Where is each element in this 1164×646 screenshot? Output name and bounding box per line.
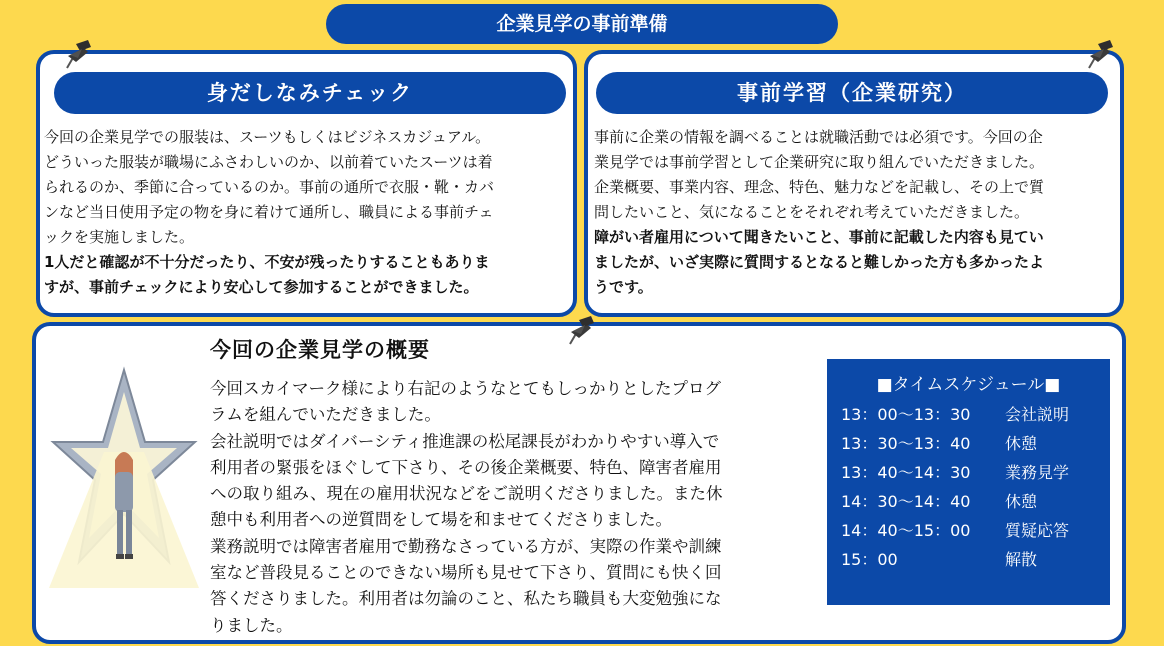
schedule-title: ■タイムスケジュール■ [876,375,1061,395]
bold-text-line: 1人だと確認が不十分だったり、不安が残ったりすることもありま [44,253,490,271]
time-schedule-box [827,359,1110,605]
schedule-item: 休憩 [1005,434,1038,453]
schedule-row [841,459,1069,487]
schedule-row [841,488,1037,516]
pushpin-icon [561,314,595,350]
text-line: りました。 [210,615,293,635]
pre-study-panel [584,50,1124,317]
bold-text-line: すが、事前チェックにより安心して参加することができました。 [44,278,479,296]
bold-text-line: うです。 [594,278,653,296]
main-title: 企業見学の事前準備 [326,4,838,44]
grooming-check-text [44,125,573,300]
overview-title: 今回の企業見学の概要 [210,338,430,362]
schedule-item: 解散 [1005,550,1038,569]
text-line: 今回の企業見学での服装は、スーツもしくはビジネスカジュアル。 [44,128,491,146]
schedule-item: 業務見学 [1005,463,1070,482]
schedule-time: 13：30〜13：40 [841,434,971,453]
text-line: 事前に企業の情報を調べることは就職活動では必須です。今回の企 [594,128,1043,146]
bold-text-line: 障がい者雇用について聞きたいこと、事前に記載した内容も見てい [594,228,1044,246]
schedule-item: 会社説明 [1005,405,1070,424]
text-line: ックを実施しました。 [44,228,195,246]
text-line: 憩中も利用者への逆質問をして場を和ませてくださりました。 [210,510,672,530]
text-line: 会社説明ではダイバーシティ推進課の松尾課長がわかりやすい導入で [210,431,720,451]
pre-study-title: 事前学習（企業研究） [596,72,1108,114]
text-line: 業見学では事前学習として企業研究に取り組んでいただきました。 [594,153,1045,171]
pushpin-icon [1080,38,1114,74]
overview-text [210,376,830,639]
bold-text-line: ましたが、いざ実際に質問するとなると難しかった方も多かったよ [594,253,1045,271]
schedule-row [841,546,1037,574]
schedule-item: 質疑応答 [1005,521,1070,540]
schedule-row [841,517,1069,545]
text-line: 業務説明では障害者雇用で勤務なさっている方が、実際の作業や訓練 [210,536,722,556]
text-line: 問したいこと、気になることをそれぞれ考えていただきました。 [594,203,1030,221]
schedule-time: 13：40〜14：30 [841,463,971,482]
text-line: ラムを組んでいただきました。 [210,405,441,425]
overview-panel [32,322,1126,644]
text-line: 室など普段見ることのできない場所も見せて下さり、質問にも快く回 [210,563,722,583]
schedule-item: 休憩 [1005,492,1038,511]
grooming-check-panel [36,50,577,317]
text-line: 企業概要、事業内容、理念、特色、魅力などを記載し、その上で質 [594,178,1045,196]
text-line: 利用者の緊張をほぐして下さり、その後企業概要、特色、障害者雇用 [210,457,722,477]
schedule-time: 14：40〜15：00 [841,521,971,540]
text-line: 今回スカイマーク様により右記のようなとてもしっかりとしたプログ [210,379,722,398]
text-line: られるのか、季節に合っているのか。事前の通所で衣服・靴・カバ [44,178,495,196]
text-line: ンなど当日使用予定の物を身に着けて通所し、職員による事前チェ [44,203,494,221]
text-line: 答くださりました。利用者は勿論のこと、私たち職員も大変勉強にな [210,589,722,609]
schedule-row [841,430,1037,458]
text-line: への取り組み、現在の雇用状況などをご説明くださりました。また休 [210,484,723,504]
schedule-time: 13：00〜13：30 [841,405,971,424]
grooming-check-title: 身だしなみチェック [54,72,566,114]
pre-study-text [594,125,1120,300]
pushpin-icon [58,38,92,74]
star-illustration [49,362,199,588]
text-line: どういった服装が職場にふさわしいのか、以前着ていたスーツは着 [44,153,493,171]
schedule-time: 14：30〜14：40 [841,492,971,511]
schedule-row [841,401,1069,429]
schedule-time: 15：00 [841,550,898,569]
